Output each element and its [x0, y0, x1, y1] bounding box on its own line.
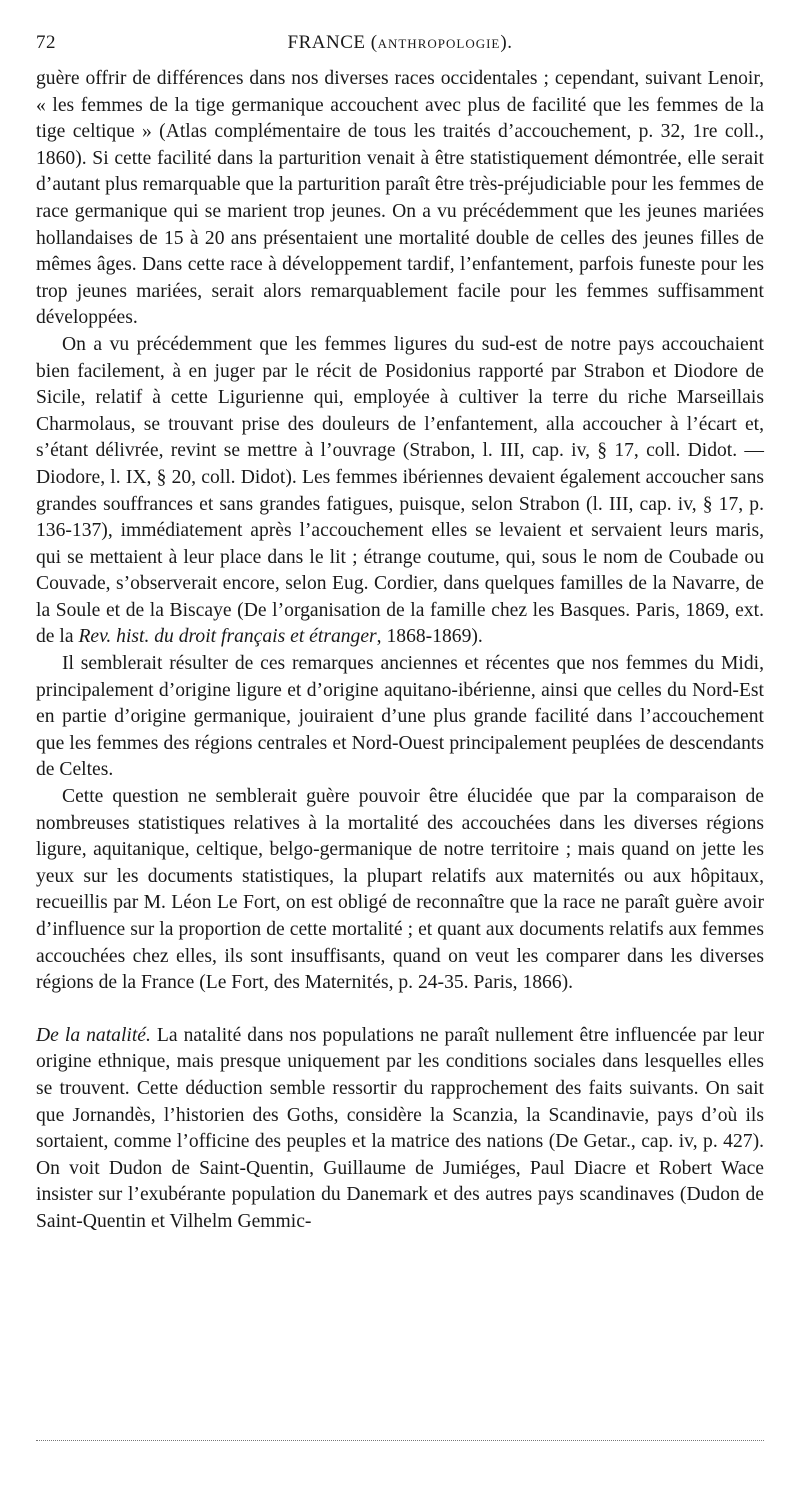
page-header: [36, 32, 764, 60]
footer-divider: [36, 1440, 764, 1441]
paragraph-5-text: La natalité dans nos populations ne paraît nullement être influencée par leur origine ethnique, mais presque uniquement par les conditions sociales dans lesquelles elles se trouvent. Cette déduction semble ressortir du rapprochement des faits suivants. On sait que Jornandès, l’historien des Goths, considère la Scanzia, la Scandinavie, pays d’où ils sortaient, comme l’officine des peuples et la matrice des nations (De Getar., cap. iv, p. 427). On voit Dudon de Saint-Quentin, Guillaume de Jumiéges, Paul Diacre et Robert Wace insister sur l’exubérante population du Danemark et des autres pays scandinaves (Dudon de Saint-Quentin et Vilhelm Gemmic-: [36, 1024, 764, 1232]
running-head-subtitle: ANTHROPOLOGIE: [377, 36, 501, 51]
paragraph-2-end: , 1868-1869).: [376, 626, 483, 648]
running-head-paren-close: ).: [500, 32, 513, 53]
running-head-paren-open: (: [365, 32, 378, 53]
paragraph-2-text: On a vu précédemment que les femmes ligures du sud-est de notre pays accouchaient bien facilement, à en juger par le récit de Posidonius rapporté par Strabon et Diodore de Sicile, relatif à cette Ligurienne qui, employée à cultiver la terre du riche Marseillais Charmolaus, se trouvant prise des douleurs de l’enfantement, alla accoucher à l’écart et, s’étant délivrée, revint se mettre à l’ouvrage (Strabon, l. III, cap. iv, § 17, coll. Didot. — Diodore, l. IX, § 20, coll. Didot). Les femmes ibériennes devaient également accoucher sans grandes souffrances et sans grandes fatigues, puisque, selon Strabon (l. III, cap. iv, § 17, p. 136-137), immédiatement après l’accouchement elles se levaient et servaient leurs maris, qui se mettaient à leur place dans le lit ; étrange coutume, qui, sous le nom de Coubade ou Couvade, s’observerait encore, selon Eug. Cordier, dans quelques familles de la Navarre, de la Soule et de la Biscaye (De l’organisation de la famille chez les Basques. Paris, 1869, ext. de la: [36, 333, 764, 648]
paragraph-2-citation: Rev. hist. du droit français et étranger: [78, 626, 377, 648]
paragraph-2: [36, 332, 764, 651]
paragraph-1: guère offrir de différences dans nos diverses races occidentales ; cependant, suivant Lenoir, « les femmes de la tige germanique accouchent avec plus de facilité que les femmes de la tige celtique » (Atlas complémentaire de tous les traités d’accouchement, p. 32, 1re coll., 1860). Si cette facilité dans la parturition venait à être statistiquement démontrée, elle serait d’autant plus remarquable que la parturition paraît être très-préjudiciable pour les femmes de race germanique qui se marient trop jeunes. On a vu précédemment que les jeunes mariées hollandaises de 15 à 20 ans présentaient une mortalité double de celles des jeunes filles de mêmes âges. Dans cette race à développement tardif, l’enfantement, parfois funeste pour les trop jeunes mariées, serait alors remarquablement facile pour les femmes suffisamment développées.: [36, 68, 764, 329]
section-heading-natalite: De la natalité.: [36, 1024, 151, 1046]
running-head: [36, 32, 764, 54]
page-number: 72: [36, 32, 56, 53]
paragraph-5: [36, 1023, 764, 1236]
paragraph-4: Cette question ne semblerait guère pouvoir être élucidée que par la comparaison de nombreuses statistiques relatives à la mortalité des accouchées dans les diverses régions ligure, aquitanique, celtique, belgo-germanique de notre territoire ; mais quand on jette les yeux sur les documents statistiques, la plupart relatifs aux maternités ou aux hôpitaux, recueillis par M. Léon Le Fort, on est obligé de reconnaître que la race ne paraît guère avoir d’influence sur la proportion de cette mortalité ; et quant aux documents relatifs aux femmes accouchées chez elles, ils sont insuffisants, quand on veut les comparer dans les diverses régions de la France (Le Fort, des Maternités, p. 24-35. Paris, 1866).: [36, 786, 764, 994]
running-head-title: FRANCE: [287, 32, 366, 53]
paragraph-3: Il semblerait résulter de ces remarques anciennes et récentes que nos femmes du Midi, principalement d’origine ligure et d’origine aquitano-ibérienne, ainsi que celles du Nord-Est en partie d’origine germanique, jouiraient d’une plus grande facilité dans l’accouchement que les femmes des régions centrales et Nord-Ouest principalement peuplées de descendants de Celtes.: [36, 653, 764, 781]
body-text: [36, 66, 764, 1236]
